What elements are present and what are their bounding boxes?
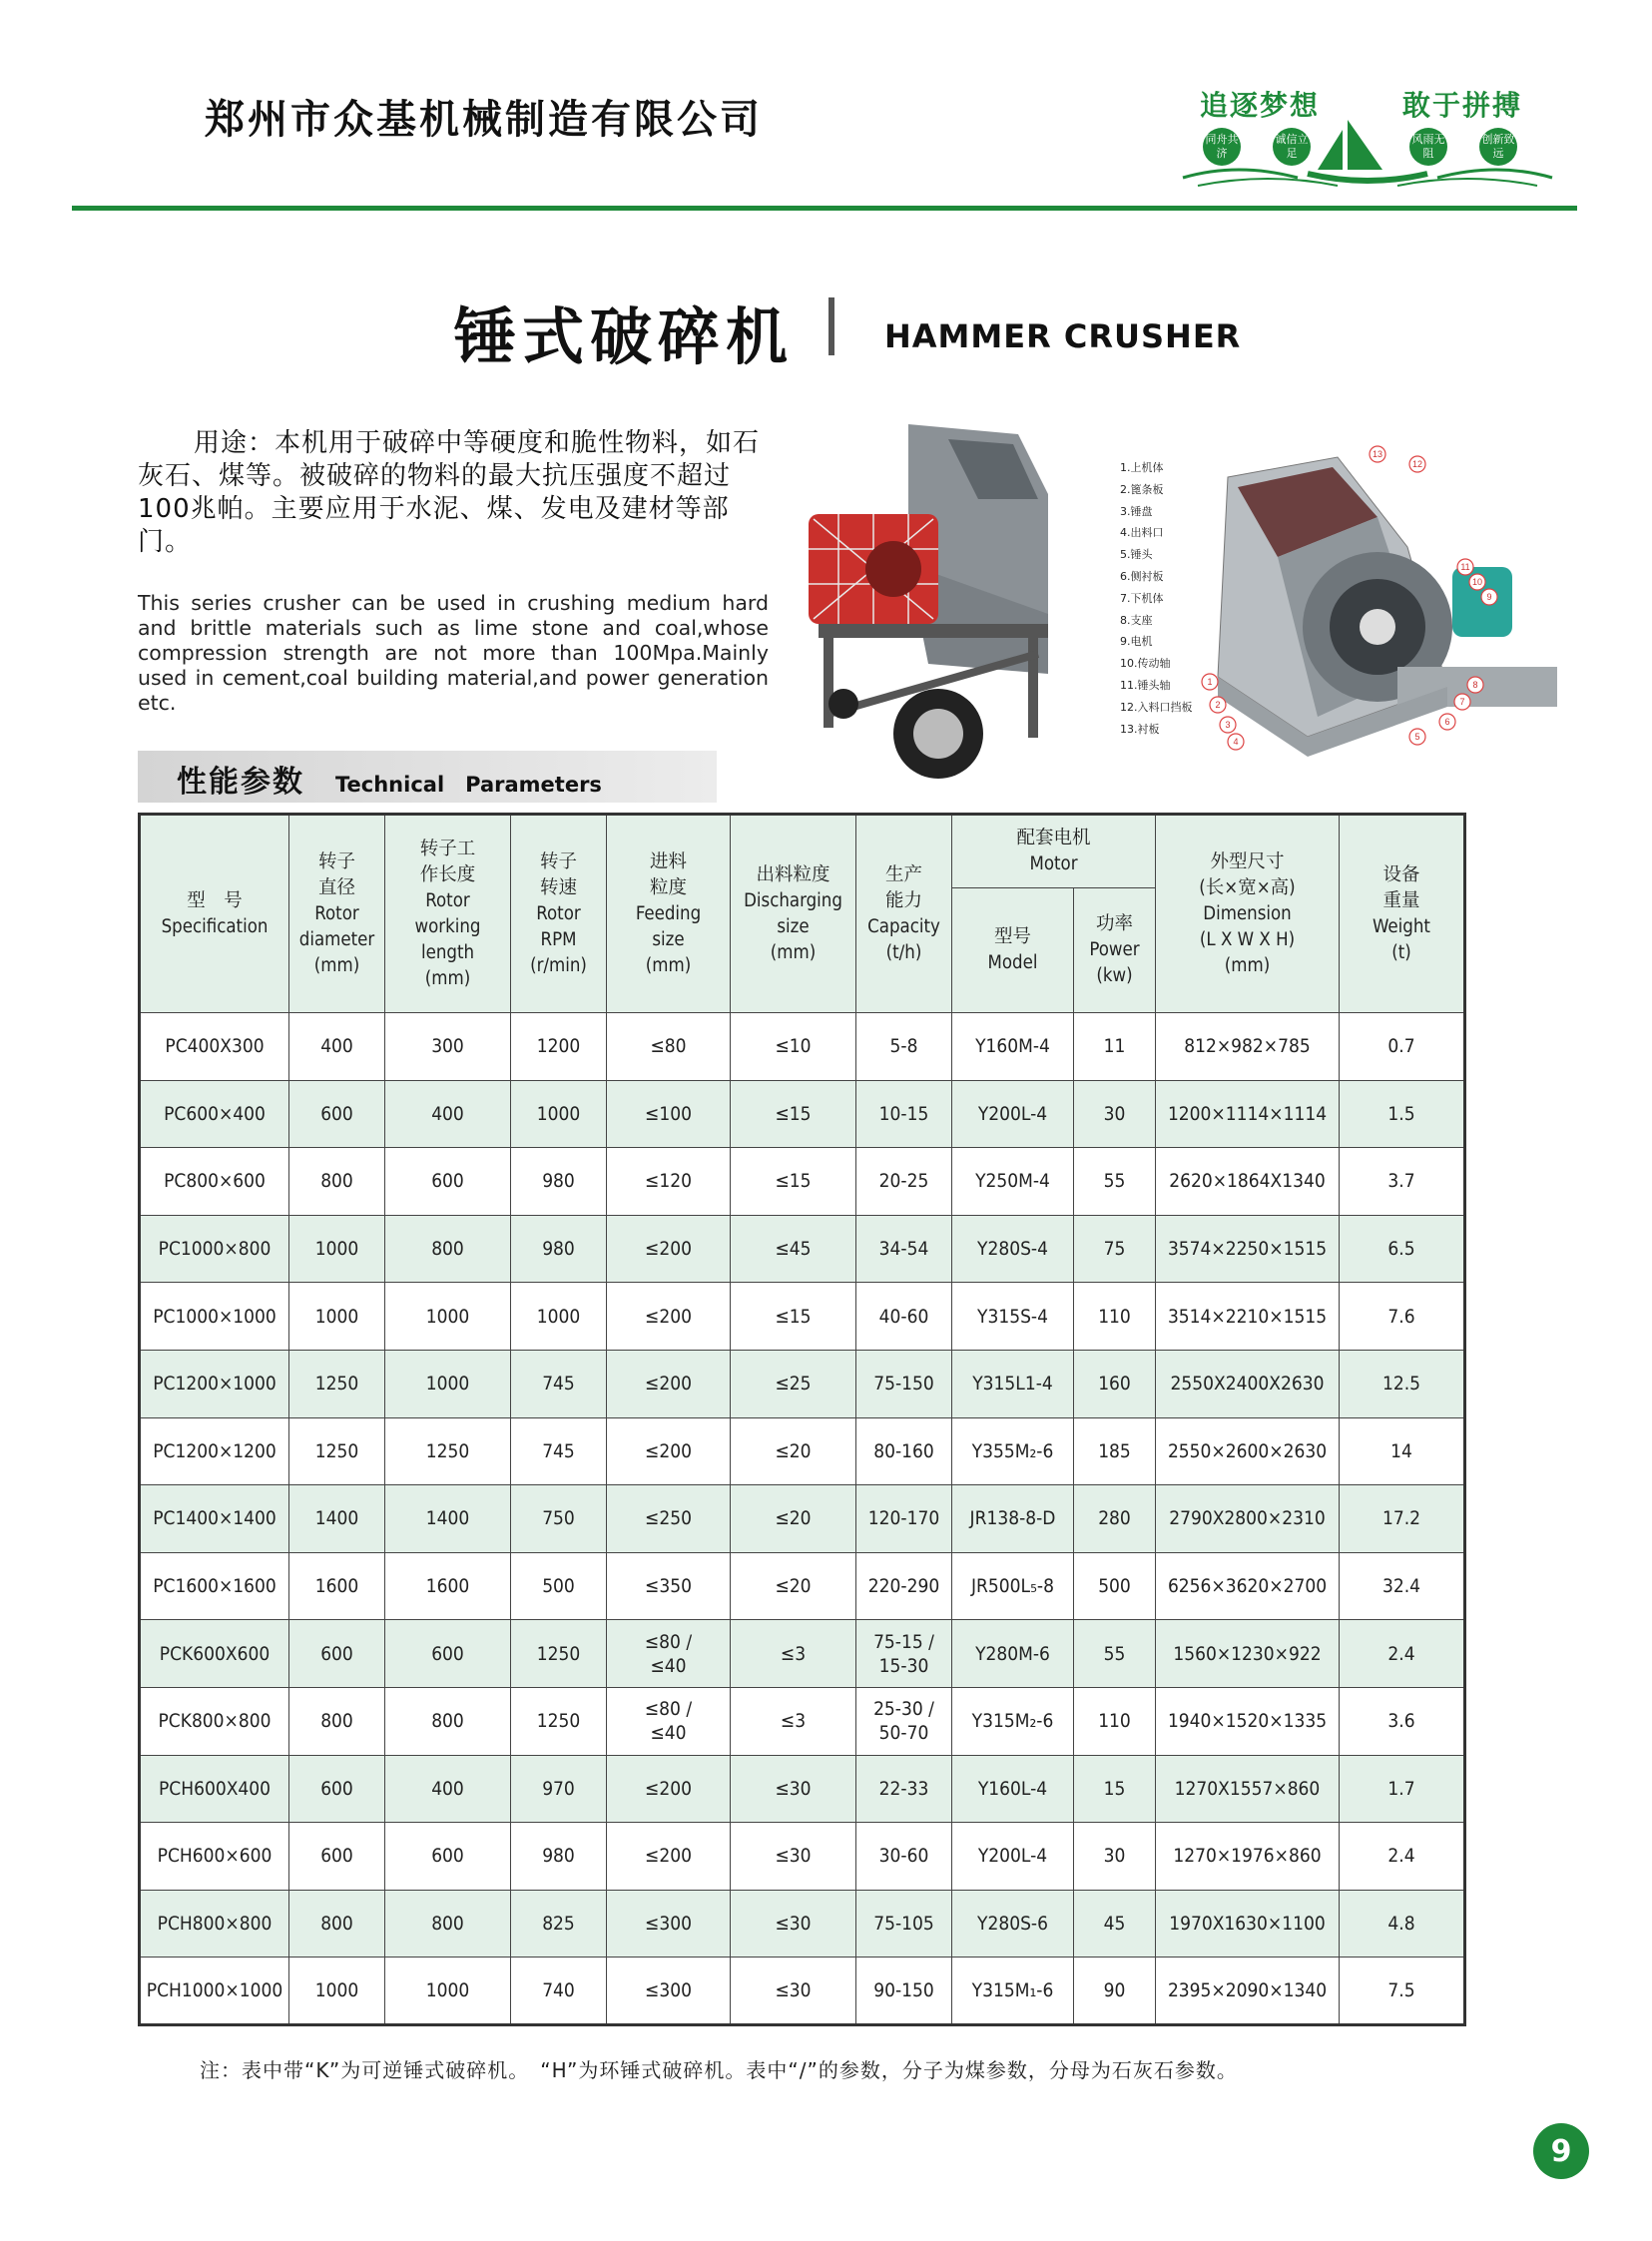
page-title-cn: 锤式破碎机 [454, 300, 795, 373]
cell-feeding: ≤120 [607, 1148, 731, 1216]
cell-working-length: 300 [385, 1013, 511, 1081]
cell-spec: PC1000×800 [140, 1215, 289, 1283]
cell-rpm: 980 [511, 1823, 607, 1891]
cell-feeding: ≤350 [607, 1552, 731, 1620]
cell-rpm: 980 [511, 1215, 607, 1283]
cell-rotor-diameter: 600 [289, 1823, 385, 1891]
cell-rotor-diameter: 800 [289, 1148, 385, 1216]
cell-model: Y315S-4 [952, 1283, 1074, 1351]
cell-spec: PC1200×1200 [140, 1417, 289, 1485]
cell-feeding: ≤80 / ≤40 [607, 1687, 731, 1755]
cell-working-length: 1400 [385, 1485, 511, 1553]
parts-list [1120, 457, 1193, 740]
cell-feeding: ≤200 [607, 1823, 731, 1891]
diagram-callout: 10 [1471, 577, 1483, 587]
col-model-header: 型号 Model [952, 888, 1074, 1013]
cell-power: 75 [1074, 1215, 1156, 1283]
cell-weight: 3.6 [1340, 1687, 1465, 1755]
table-row [140, 1350, 1465, 1417]
description-cn: 用途：本机用于破碎中等硬度和脆性物料，如石灰石、煤等。被破碎的物料的最大抗压强度不超过100兆帕。主要应用于水泥、煤、发电及建材等部门。 [138, 428, 761, 557]
cell-feeding: ≤300 [607, 1958, 731, 2025]
cell-rpm: 1000 [511, 1283, 607, 1351]
cell-weight: 7.5 [1340, 1958, 1465, 2025]
cell-capacity: 10-15 [856, 1080, 952, 1148]
cell-working-length: 400 [385, 1080, 511, 1148]
cell-working-length: 800 [385, 1890, 511, 1958]
table-row [140, 1283, 1465, 1351]
cell-capacity: 34-54 [856, 1215, 952, 1283]
cell-weight: 2.4 [1340, 1620, 1465, 1688]
cell-weight: 17.2 [1340, 1485, 1465, 1553]
cell-discharging: ≤30 [731, 1958, 856, 2025]
parts-list-item: 12.入料口挡板 [1120, 700, 1193, 714]
cell-rotor-diameter: 1000 [289, 1283, 385, 1351]
cell-spec: PC800×600 [140, 1148, 289, 1216]
cell-power: 110 [1074, 1283, 1156, 1351]
seal-4: 创新致远 [1479, 128, 1517, 166]
cell-dimension: 2620×1864X1340 [1156, 1148, 1340, 1216]
cell-model: Y280M-6 [952, 1620, 1074, 1688]
col-rotor-diameter-header: 转子 直径 Rotor diameter (mm) [289, 815, 385, 1013]
cell-rpm: 980 [511, 1148, 607, 1216]
cell-model: Y280S-6 [952, 1890, 1074, 1958]
cell-working-length: 800 [385, 1215, 511, 1283]
col-capacity-header: 生产 能力 Capacity (t/h) [856, 815, 952, 1013]
parts-list-item: 3.锤盘 [1120, 504, 1153, 518]
spec-table [138, 813, 1466, 2026]
cell-weight: 32.4 [1340, 1552, 1465, 1620]
slogan-left: 追逐梦想 [1200, 89, 1321, 122]
cell-dimension: 2550X2400X2630 [1156, 1350, 1340, 1417]
cell-rpm: 745 [511, 1417, 607, 1485]
seal-2: 诚信立足 [1273, 128, 1311, 166]
cell-capacity: 75-105 [856, 1890, 952, 1958]
diagram-callout: 7 [1459, 697, 1465, 707]
cell-discharging: ≤15 [731, 1148, 856, 1216]
table-row [140, 1755, 1465, 1823]
col-dimension-header: 外型尺寸 (长×宽×高) Dimension (L X W X H) (mm) [1156, 815, 1340, 1013]
cell-working-length: 600 [385, 1620, 511, 1688]
cell-working-length: 600 [385, 1148, 511, 1216]
cell-weight: 1.5 [1340, 1080, 1465, 1148]
description-en: This series crusher can be used in crushing medium hard and brittle materials such as lime stone and coal,whose compression strength are not more than 100Mpa.Mainly used in cement,coal building material,and power generation etc. [138, 591, 769, 715]
cell-dimension: 3514×2210×1515 [1156, 1283, 1340, 1351]
header-rule [72, 206, 1577, 211]
cell-capacity: 75-15 / 15-30 [856, 1620, 952, 1688]
table-row [140, 1823, 1465, 1891]
params-header-cn: 性能参数 [177, 765, 304, 800]
cell-model: Y315M₂-6 [952, 1687, 1074, 1755]
parts-list-item: 13.衬板 [1120, 722, 1160, 736]
cell-model: Y200L-4 [952, 1823, 1074, 1891]
cell-power: 160 [1074, 1350, 1156, 1417]
cell-rpm: 970 [511, 1755, 607, 1823]
cell-power: 45 [1074, 1890, 1156, 1958]
cell-rotor-diameter: 1000 [289, 1215, 385, 1283]
cell-capacity: 30-60 [856, 1823, 952, 1891]
cell-feeding: ≤200 [607, 1283, 731, 1351]
cell-spec: PC1200×1000 [140, 1350, 289, 1417]
cell-capacity: 40-60 [856, 1283, 952, 1351]
col-power-header: 功率 Power (kw) [1074, 888, 1156, 1013]
parts-list-item: 4.出料口 [1120, 526, 1164, 540]
diagram-callout: 11 [1460, 562, 1470, 572]
cell-spec: PC1400×1400 [140, 1485, 289, 1553]
cell-dimension: 812×982×785 [1156, 1013, 1340, 1081]
cell-rotor-diameter: 1000 [289, 1958, 385, 2025]
parts-list-item: 1.上机体 [1120, 461, 1164, 474]
cell-power: 30 [1074, 1080, 1156, 1148]
page-title-en: HAMMER CRUSHER [884, 317, 1242, 355]
cell-working-length: 1000 [385, 1283, 511, 1351]
cell-power: 280 [1074, 1485, 1156, 1553]
parts-list-item: 10.传动轴 [1120, 657, 1171, 671]
parts-list-item: 7.下机体 [1120, 591, 1164, 605]
cell-weight: 1.7 [1340, 1755, 1465, 1823]
cell-dimension: 3574×2250×1515 [1156, 1215, 1340, 1283]
cell-capacity: 5-8 [856, 1013, 952, 1081]
cell-spec: PC1600×1600 [140, 1552, 289, 1620]
cell-capacity: 220-290 [856, 1552, 952, 1620]
table-row [140, 1552, 1465, 1620]
cell-rotor-diameter: 600 [289, 1620, 385, 1688]
cell-model: JR500L₅-8 [952, 1552, 1074, 1620]
cell-model: Y160L-4 [952, 1755, 1074, 1823]
cell-dimension: 1200×1114×1114 [1156, 1080, 1340, 1148]
parts-list-item: 8.支座 [1120, 613, 1153, 627]
cell-dimension: 1270×1976×860 [1156, 1823, 1340, 1891]
table-row [140, 1080, 1465, 1148]
table-row [140, 1687, 1465, 1755]
cell-spec: PC400X300 [140, 1013, 289, 1081]
cell-model: Y355M₂-6 [952, 1417, 1074, 1485]
cell-discharging: ≤10 [731, 1013, 856, 1081]
cell-weight: 3.7 [1340, 1148, 1465, 1216]
cell-dimension: 6256×3620×2700 [1156, 1552, 1340, 1620]
table-row [140, 1013, 1465, 1081]
diagram-callout: 5 [1414, 732, 1420, 742]
diagram-callout: 4 [1233, 737, 1239, 747]
cell-working-length: 400 [385, 1755, 511, 1823]
cell-dimension: 1970X1630×1100 [1156, 1890, 1340, 1958]
cell-feeding: ≤300 [607, 1890, 731, 1958]
cell-working-length: 800 [385, 1687, 511, 1755]
cell-power: 15 [1074, 1755, 1156, 1823]
cell-dimension: 2790X2800×2310 [1156, 1485, 1340, 1553]
cell-power: 110 [1074, 1687, 1156, 1755]
cell-rotor-diameter: 1250 [289, 1417, 385, 1485]
cell-model: Y200L-4 [952, 1080, 1074, 1148]
company-name: 郑州市众基机械制造有限公司 [205, 97, 763, 143]
table-row [140, 1620, 1465, 1688]
cell-model: Y315M₁-6 [952, 1958, 1074, 2025]
cell-rpm: 500 [511, 1552, 607, 1620]
cell-rpm: 1000 [511, 1080, 607, 1148]
cell-feeding: ≤80 / ≤40 [607, 1620, 731, 1688]
cell-feeding: ≤200 [607, 1215, 731, 1283]
table-row [140, 1215, 1465, 1283]
cell-dimension: 1560×1230×922 [1156, 1620, 1340, 1688]
cell-weight: 2.4 [1340, 1823, 1465, 1891]
diagram-callout: 9 [1486, 592, 1492, 602]
cell-capacity: 80-160 [856, 1417, 952, 1485]
table-row [140, 1958, 1465, 2025]
cell-discharging: ≤20 [731, 1552, 856, 1620]
col-rpm-header: 转子 转速 Rotor RPM (r/min) [511, 815, 607, 1013]
table-row [140, 1890, 1465, 1958]
cell-spec: PCK800×800 [140, 1687, 289, 1755]
cell-spec: PC1000×1000 [140, 1283, 289, 1351]
col-weight-header: 设备 重量 Weight (t) [1340, 815, 1465, 1013]
cell-feeding: ≤200 [607, 1350, 731, 1417]
col-working-length-header: 转子工 作长度 Rotor working length (mm) [385, 815, 511, 1013]
cell-working-length: 1000 [385, 1350, 511, 1417]
cell-model: Y280S-4 [952, 1215, 1074, 1283]
cell-spec: PC600×400 [140, 1080, 289, 1148]
cell-spec: PCH800×800 [140, 1890, 289, 1958]
cell-spec: PCH600X400 [140, 1755, 289, 1823]
cell-feeding: ≤80 [607, 1013, 731, 1081]
diagram-callout: 12 [1411, 459, 1423, 469]
cell-weight: 4.8 [1340, 1890, 1465, 1958]
cell-discharging: ≤20 [731, 1485, 856, 1553]
diagram-callout: 6 [1444, 717, 1450, 727]
cell-rotor-diameter: 800 [289, 1890, 385, 1958]
cell-working-length: 1600 [385, 1552, 511, 1620]
cell-feeding: ≤200 [607, 1755, 731, 1823]
diagram-callout: 2 [1215, 700, 1221, 710]
parts-list-item: 5.锤头 [1120, 548, 1153, 562]
cell-rpm: 750 [511, 1485, 607, 1553]
cell-power: 11 [1074, 1013, 1156, 1081]
cell-capacity: 120-170 [856, 1485, 952, 1553]
col-spec-header: 型 号 Specification [140, 815, 289, 1013]
cell-weight: 12.5 [1340, 1350, 1465, 1417]
col-discharging-header: 出料粒度 Discharging size (mm) [731, 815, 856, 1013]
cell-rotor-diameter: 800 [289, 1687, 385, 1755]
spec-table-body [140, 1013, 1465, 2025]
diagram-callout: 8 [1472, 680, 1478, 690]
sailboat-logo-icon [1178, 100, 1557, 190]
cell-power: 30 [1074, 1823, 1156, 1891]
cell-dimension: 1940×1520×1335 [1156, 1687, 1340, 1755]
cell-discharging: ≤3 [731, 1620, 856, 1688]
seal-3: 风雨无阻 [1409, 128, 1447, 166]
cell-feeding: ≤250 [607, 1485, 731, 1553]
cell-capacity: 22-33 [856, 1755, 952, 1823]
cell-weight: 6.5 [1340, 1215, 1465, 1283]
cell-power: 55 [1074, 1620, 1156, 1688]
cell-model: JR138-8-D [952, 1485, 1074, 1553]
cell-capacity: 90-150 [856, 1958, 952, 2025]
cell-rpm: 1250 [511, 1620, 607, 1688]
cell-discharging: ≤45 [731, 1215, 856, 1283]
cell-weight: 14 [1340, 1417, 1465, 1485]
diagram-callout: 3 [1225, 720, 1231, 730]
table-row [140, 1148, 1465, 1216]
cell-power: 90 [1074, 1958, 1156, 2025]
cell-feeding: ≤200 [607, 1417, 731, 1485]
cell-working-length: 1000 [385, 1958, 511, 2025]
col-motor-header: 配套电机 Motor [952, 815, 1156, 888]
cell-rotor-diameter: 1600 [289, 1552, 385, 1620]
cell-rpm: 1250 [511, 1687, 607, 1755]
parts-list-item: 11.锤头轴 [1120, 678, 1171, 692]
cell-spec: PCH600×600 [140, 1823, 289, 1891]
cell-dimension: 2550×2600×2630 [1156, 1417, 1340, 1485]
diagram-callout: 13 [1372, 449, 1383, 459]
cell-discharging: ≤30 [731, 1823, 856, 1891]
cell-rotor-diameter: 600 [289, 1080, 385, 1148]
cell-model: Y250M-4 [952, 1148, 1074, 1216]
crusher-photo [799, 414, 1098, 794]
col-feeding-header: 进料 粒度 Feeding size (mm) [607, 815, 731, 1013]
cell-model: Y315L1-4 [952, 1350, 1074, 1417]
cell-discharging: ≤30 [731, 1755, 856, 1823]
cell-weight: 0.7 [1340, 1013, 1465, 1081]
cell-rotor-diameter: 400 [289, 1013, 385, 1081]
cell-discharging: ≤15 [731, 1080, 856, 1148]
page-number: 9 [1533, 2123, 1589, 2179]
cell-discharging: ≤3 [731, 1687, 856, 1755]
cell-rotor-diameter: 1250 [289, 1350, 385, 1417]
cell-discharging: ≤15 [731, 1283, 856, 1351]
cell-rotor-diameter: 1400 [289, 1485, 385, 1553]
cell-spec: PCH1000×1000 [140, 1958, 289, 2025]
params-header-en: Technical Parameters [335, 773, 602, 797]
seal-1: 同舟共济 [1203, 128, 1241, 166]
cell-feeding: ≤100 [607, 1080, 731, 1148]
slogan-right: 敢于拼搏 [1402, 89, 1523, 122]
cell-dimension: 1270X1557×860 [1156, 1755, 1340, 1823]
parts-list-item: 9.电机 [1120, 635, 1153, 649]
cell-weight: 7.6 [1340, 1283, 1465, 1351]
cell-rpm: 1200 [511, 1013, 607, 1081]
cell-power: 55 [1074, 1148, 1156, 1216]
table-footnote: 注：表中带“K”为可逆锤式破碎机。 “H”为环锤式破碎机。表中“/”的参数，分子为煤参数，分母为石灰石参数。 [200, 2058, 1238, 2082]
parts-list-item: 6.侧衬板 [1120, 569, 1164, 583]
diagram-callout: 1 [1207, 677, 1213, 687]
cell-model: Y160M-4 [952, 1013, 1074, 1081]
cell-rpm: 740 [511, 1958, 607, 2025]
cell-power: 500 [1074, 1552, 1156, 1620]
cell-working-length: 1250 [385, 1417, 511, 1485]
table-row [140, 1485, 1465, 1553]
crusher-cutaway-diagram [1198, 437, 1567, 767]
cell-rpm: 825 [511, 1890, 607, 1958]
cell-rotor-diameter: 600 [289, 1755, 385, 1823]
cell-capacity: 25-30 / 50-70 [856, 1687, 952, 1755]
cell-rpm: 745 [511, 1350, 607, 1417]
title-divider [828, 297, 834, 355]
table-row [140, 1417, 1465, 1485]
cell-power: 185 [1074, 1417, 1156, 1485]
parts-list-item: 2.篦条板 [1120, 482, 1164, 496]
cell-discharging: ≤25 [731, 1350, 856, 1417]
cell-discharging: ≤30 [731, 1890, 856, 1958]
cell-discharging: ≤20 [731, 1417, 856, 1485]
cell-capacity: 20-25 [856, 1148, 952, 1216]
cell-dimension: 2395×2090×1340 [1156, 1958, 1340, 2025]
cell-spec: PCK600X600 [140, 1620, 289, 1688]
cell-capacity: 75-150 [856, 1350, 952, 1417]
cell-working-length: 600 [385, 1823, 511, 1891]
